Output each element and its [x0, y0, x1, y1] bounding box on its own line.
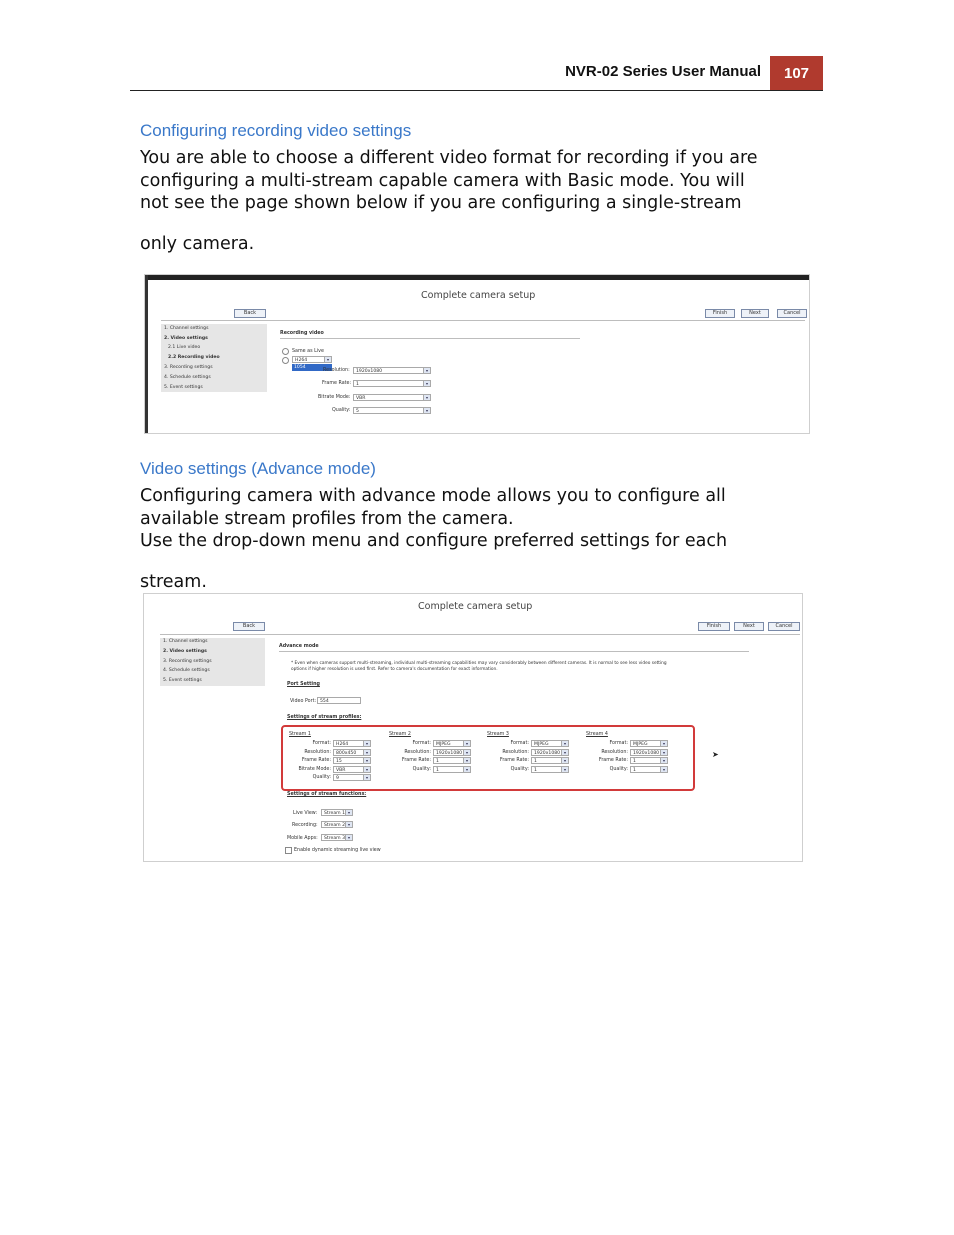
- frame-rate-label: Frame Rate:: [401, 758, 431, 764]
- section2-paragraph-end: stream.: [140, 572, 207, 592]
- chevron-down-icon: ▾: [363, 758, 370, 763]
- frame-rate-label: Frame Rate:: [322, 381, 352, 386]
- video-port-label: Video Port:: [290, 699, 317, 704]
- recording-video-label: Recording video: [280, 331, 324, 336]
- quality-label: Quality:: [332, 408, 351, 413]
- mobile-apps-value: Stream 3: [324, 836, 346, 841]
- dynamic-streaming-label: Enable dynamic streaming live view: [294, 848, 381, 853]
- chevron-down-icon: ▾: [561, 750, 568, 755]
- resolution-select[interactable]: [433, 749, 471, 756]
- format-label: Format:: [412, 741, 431, 746]
- quality-label: Quality:: [312, 775, 331, 781]
- frame-rate-select[interactable]: [333, 757, 371, 764]
- cancel-button[interactable]: Cancel: [768, 622, 800, 631]
- quality-value: 1: [633, 767, 636, 773]
- resolution-select[interactable]: [353, 367, 431, 374]
- section2-paragraph: [140, 485, 830, 553]
- bitrate-mode-label: Bitrate Mode:: [298, 766, 331, 772]
- port-setting-label: Port Setting: [287, 682, 320, 687]
- quality-label: Quality:: [412, 766, 431, 772]
- resolution-value: 800x450: [336, 750, 357, 756]
- bitrate-mode-label: Bitrate Mode:: [318, 395, 351, 400]
- chevron-down-icon: ▾: [660, 741, 667, 746]
- nav-item-channel[interactable]: 1. Channel settings: [164, 326, 209, 331]
- stream-name: Stream 4: [586, 732, 608, 737]
- chevron-down-icon: ▾: [345, 822, 352, 827]
- resolution-value: 1920x1080: [633, 750, 660, 756]
- video-port-input[interactable]: 554: [317, 697, 361, 704]
- bitrate-mode-select[interactable]: [333, 766, 371, 773]
- cancel-button[interactable]: Cancel: [777, 309, 807, 318]
- next-button[interactable]: Next: [741, 309, 769, 318]
- resolution-label: Resolution:: [323, 368, 350, 373]
- quality-select[interactable]: [531, 766, 569, 773]
- chevron-down-icon: ▾: [423, 395, 430, 400]
- paragraph-line: configuring a multi-stream capable camera with Basic mode. You will: [140, 170, 745, 191]
- setup-title: Complete camera setup: [418, 601, 533, 612]
- frame-rate-label: Frame Rate:: [598, 758, 628, 764]
- chevron-down-icon: ▾: [463, 758, 470, 763]
- chevron-down-icon: ▾: [363, 750, 370, 755]
- frame-rate-select[interactable]: [433, 757, 471, 764]
- finish-button[interactable]: Finish: [705, 309, 735, 318]
- nav-item-channel[interactable]: 1. Channel settings: [163, 639, 208, 644]
- stream-name: Stream 2: [389, 732, 411, 737]
- live-view-select[interactable]: [321, 809, 353, 816]
- resolution-label: Resolution:: [304, 749, 331, 755]
- frame-rate-value: 1: [436, 759, 439, 765]
- resolution-select[interactable]: [531, 749, 569, 756]
- chevron-down-icon: ▾: [423, 381, 430, 386]
- section1-paragraph: [140, 147, 830, 215]
- setup-title: Complete camera setup: [421, 290, 536, 301]
- format-label: Format:: [510, 741, 529, 746]
- frame-rate-select[interactable]: [353, 380, 431, 387]
- back-button[interactable]: Back: [234, 309, 266, 318]
- frame-rate-select[interactable]: [630, 757, 668, 764]
- mobile-apps-label: Mobile Apps:: [287, 836, 318, 841]
- frame-rate-value: 1: [633, 759, 636, 765]
- divider: [160, 634, 800, 635]
- chevron-down-icon: ▾: [345, 835, 352, 840]
- finish-button[interactable]: Finish: [698, 622, 730, 631]
- resolution-value: 1920x1080: [436, 750, 463, 756]
- quality-value: 1: [436, 767, 439, 773]
- next-button[interactable]: Next: [734, 622, 764, 631]
- resolution-value: 1920x1080: [356, 369, 383, 374]
- chevron-down-icon: ▾: [463, 741, 470, 746]
- frame-rate-value: 15: [336, 759, 342, 765]
- nav-item-schedule[interactable]: 4. Schedule settings: [164, 375, 211, 380]
- chevron-down-icon: ▾: [363, 767, 370, 772]
- screenshot-advance-mode: [143, 593, 803, 862]
- paragraph-line: Use the drop-down menu and configure preferred settings for each: [140, 531, 728, 551]
- frame-rate-value: 1: [534, 759, 537, 765]
- paragraph-line: You are able to choose a different video format for recording if you are: [140, 148, 758, 168]
- stream-functions-label: Settings of stream functions:: [287, 792, 367, 797]
- dynamic-streaming-checkbox[interactable]: [285, 847, 292, 854]
- format-select[interactable]: [531, 740, 569, 747]
- screenshot-recording-video: [144, 274, 810, 434]
- window-left-edge: [145, 275, 148, 433]
- divider: [161, 320, 805, 321]
- resolution-label: Resolution:: [601, 749, 628, 755]
- nav-item-recording[interactable]: 3. Recording settings: [164, 365, 213, 370]
- chevron-down-icon: ▾: [561, 758, 568, 763]
- mobile-apps-select[interactable]: [321, 834, 353, 841]
- nav-item-schedule[interactable]: 4. Schedule settings: [163, 668, 210, 673]
- window-top-bar: [145, 275, 809, 280]
- frame-rate-label: Frame Rate:: [301, 758, 331, 764]
- frame-rate-label: Frame Rate:: [499, 758, 529, 764]
- section1-paragraph-end: only camera.: [140, 234, 255, 254]
- same-as-live-radio[interactable]: [282, 348, 289, 355]
- resolution-select[interactable]: [630, 749, 668, 756]
- paragraph-line: available stream profiles from the camera.: [140, 508, 514, 529]
- nav-item-event[interactable]: 5. Event settings: [163, 678, 202, 683]
- custom-format-radio[interactable]: [282, 357, 289, 364]
- resolution-value: 1920x1080: [534, 750, 561, 756]
- frame-rate-value: 1: [356, 382, 359, 387]
- chevron-down-icon: ▾: [463, 750, 470, 755]
- advance-mode-label: Advance mode: [279, 644, 319, 649]
- format-select[interactable]: [630, 740, 668, 747]
- chevron-down-icon: ▾: [363, 775, 370, 780]
- quality-label: Quality:: [510, 766, 529, 772]
- chevron-down-icon: ▾: [660, 758, 667, 763]
- header-rule: [130, 90, 823, 91]
- mouse-cursor-icon: ➤: [712, 750, 719, 759]
- nav-item-live-video[interactable]: 2.1 Live video: [168, 345, 201, 350]
- recording-stream-label: Recording:: [292, 823, 318, 828]
- frame-rate-select[interactable]: [531, 757, 569, 764]
- format-select[interactable]: [333, 740, 371, 747]
- section-heading-advance: Video settings (Advance mode): [140, 459, 376, 478]
- bitrate-mode-select[interactable]: [353, 394, 431, 401]
- chevron-down-icon: ▾: [324, 357, 331, 362]
- format-select[interactable]: [433, 740, 471, 747]
- live-view-value: Stream 1: [324, 811, 346, 816]
- quality-value: 1: [534, 767, 537, 773]
- paragraph-line: Configuring camera with advance mode allows you to configure all: [140, 486, 726, 506]
- chevron-down-icon: ▾: [660, 750, 667, 755]
- chevron-down-icon: ▾: [423, 408, 430, 413]
- same-as-live-label: Same as Live: [292, 349, 324, 354]
- nav-item-recording[interactable]: 3. Recording settings: [163, 659, 212, 664]
- nav-item-event[interactable]: 5. Event settings: [164, 385, 203, 390]
- chevron-down-icon: ▾: [561, 741, 568, 746]
- paragraph-line: not see the page shown below if you are configuring a single-stream: [140, 193, 742, 213]
- recording-stream-value: Stream 2: [324, 823, 346, 828]
- chevron-down-icon: ▾: [423, 368, 430, 373]
- format-select[interactable]: [292, 356, 332, 363]
- manual-title: NVR-02 Series User Manual: [565, 63, 761, 80]
- format-label: Format:: [609, 741, 628, 746]
- quality-select[interactable]: [630, 766, 668, 773]
- quality-value: 9: [336, 776, 339, 782]
- quality-select[interactable]: [333, 774, 371, 781]
- quality-label: Quality:: [609, 766, 628, 772]
- format-value: H264: [336, 742, 349, 747]
- chevron-down-icon: ▾: [363, 741, 370, 746]
- quality-value: 5: [356, 409, 359, 414]
- quality-select[interactable]: [353, 407, 431, 414]
- section-underline: [279, 651, 749, 652]
- back-button[interactable]: Back: [233, 622, 265, 631]
- section-heading-recording: Configuring recording video settings: [140, 121, 412, 140]
- quality-select[interactable]: [433, 766, 471, 773]
- format-value: H264: [295, 358, 308, 363]
- page-number: 107: [770, 56, 823, 91]
- format-value: MJPEG: [534, 742, 549, 747]
- resolution-select[interactable]: [333, 749, 371, 756]
- chevron-down-icon: ▾: [561, 767, 568, 772]
- bitrate-mode-value: VBR: [356, 396, 366, 401]
- format-value: MJPEG: [633, 742, 648, 747]
- section-underline: [280, 338, 580, 339]
- nav-item-recording-video[interactable]: 2.2 Recording video: [168, 355, 220, 360]
- advance-note-line: * Even when cameras support multi-streaming, individual multi-streaming capabilities may vary considerably between different cameras. It is normal to see less video setting: [291, 661, 667, 666]
- chevron-down-icon: ▾: [345, 810, 352, 815]
- bitrate-mode-value: VBR: [336, 767, 346, 773]
- format-label: Format:: [312, 741, 331, 746]
- live-view-label: Live View:: [293, 811, 318, 816]
- chevron-down-icon: ▾: [660, 767, 667, 772]
- resolution-label: Resolution:: [404, 749, 431, 755]
- stream-profiles-label: Settings of stream profiles:: [287, 715, 362, 720]
- advance-note-line: options if higher resolution is used first. Refer to camera's documentation for exact information.: [291, 667, 498, 672]
- recording-stream-select[interactable]: [321, 821, 353, 828]
- nav-item-video[interactable]: 2. Video settings: [163, 649, 207, 654]
- format-value: MJPEG: [436, 742, 451, 747]
- stream-name: Stream 3: [487, 732, 509, 737]
- stream-name: Stream 1: [289, 732, 311, 737]
- chevron-down-icon: ▾: [463, 767, 470, 772]
- resolution-label: Resolution:: [502, 749, 529, 755]
- nav-item-video[interactable]: 2. Video settings: [164, 336, 208, 341]
- format-dropdown-option[interactable]: 1054: [292, 364, 332, 371]
